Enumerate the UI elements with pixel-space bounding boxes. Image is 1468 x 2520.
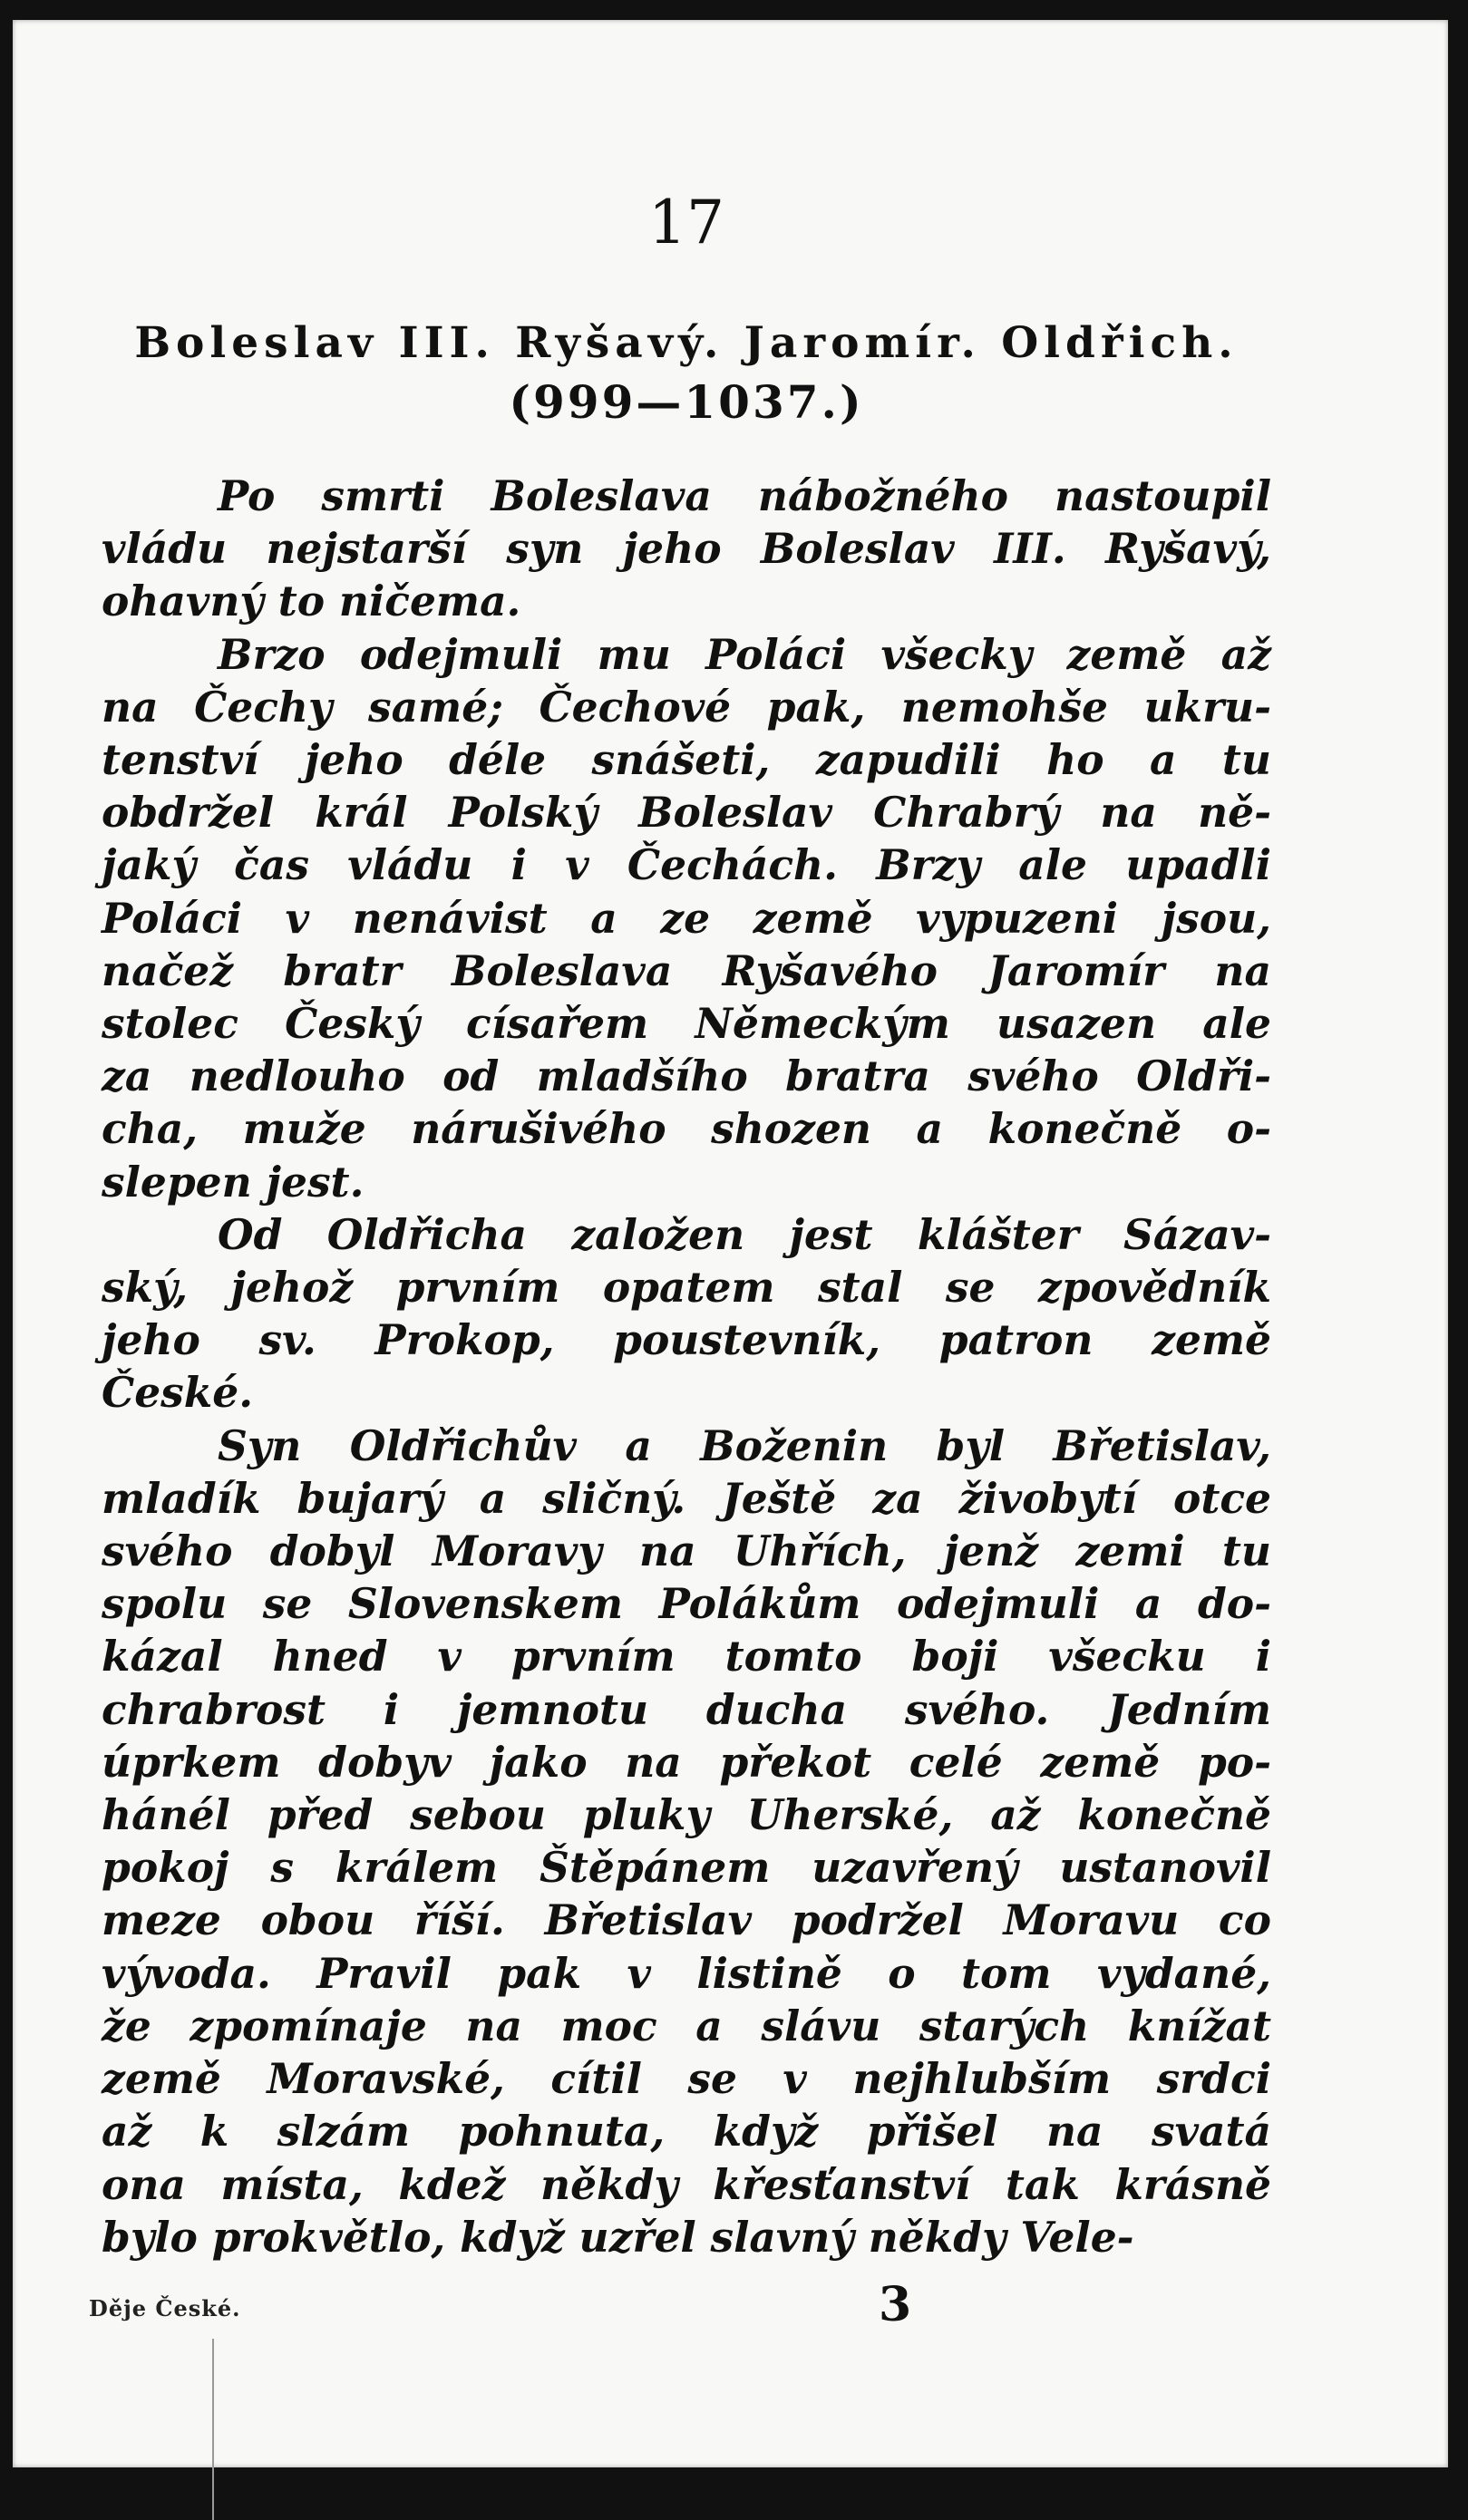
text-line: načež bratr Boleslava Ryšavého Jaromír na	[102, 945, 1271, 995]
text-line: až k slzám pohnuta, když přišel na svatá	[102, 2107, 1271, 2157]
text-line: Po smrti Boleslava nábožného nastoupil	[218, 471, 1271, 520]
text-line: ona místa, kdež někdy křesťanství tak krásně	[102, 2159, 1271, 2209]
text-line: Poláci v nenávist a ze země vypuzeni jsou,	[102, 893, 1271, 943]
text-line: že zpomínaje na moc a slávu starých knížat	[102, 2001, 1271, 2050]
text-line: Brzo odejmuli mu Poláci všecky země až	[218, 629, 1271, 679]
paragraph	[102, 1420, 1271, 2263]
text-line: ohavný to ničema.	[102, 577, 521, 626]
text-line: vývoda. Pravil pak v listině o tom vydané,	[102, 1948, 1271, 1998]
text-line: Syn Oldřichův a Boženin byl Břetislav,	[218, 1420, 1271, 1470]
binding-line	[212, 2339, 214, 2520]
text-line: úprkem dobyv jako na překot celé země po-	[102, 1737, 1271, 1787]
text-line: České.	[102, 1368, 254, 1418]
text-line: vládu nejstarší syn jeho Boleslav III. Ryšavý,	[102, 524, 1271, 574]
chapter-years: (999—1037.)	[509, 375, 864, 429]
text-line: pokoj s králem Štěpánem uzavřený ustanovil	[102, 1843, 1271, 1893]
scan-top-border	[0, 0, 1468, 20]
paragraph	[102, 470, 1271, 628]
text-line: jaký čas vládu i v Čechách. Brzy ale upadli	[102, 840, 1271, 890]
text-line: země Moravské, cítil se v nejhlubším srdci	[102, 2054, 1271, 2104]
text-line: jeho sv. Prokop, poustevník, patron země	[102, 1315, 1271, 1365]
paragraph	[102, 628, 1271, 1208]
chapter-title: Boleslav III. Ryšavý. Jaromír. Oldřich.	[134, 318, 1239, 368]
text-line: bylo prokvětlo, když uzřel slavný někdy Vele-	[102, 2212, 1134, 2262]
text-line: na Čechy samé; Čechové pak, nemohše ukru-	[102, 682, 1271, 732]
text-line: ský, jehož prvním opatem stal se zpovědník	[102, 1263, 1271, 1313]
text-line: spolu se Slovenskem Polákům odejmuli a do-	[102, 1579, 1271, 1629]
text-line: slepen jest.	[102, 1157, 365, 1207]
paragraph	[102, 1208, 1271, 1420]
text-line: stolec Český císařem Německým usazen ale	[102, 999, 1271, 1049]
text-line: kázal hned v prvním tomto boji všecku i	[102, 1632, 1271, 1682]
footer-signature-mark: 3	[879, 2277, 912, 2332]
page-number: 17	[648, 188, 724, 257]
text-line: chrabrost i jemnotu ducha svého. Jedním	[102, 1684, 1271, 1734]
text-line: svého dobyl Moravy na Uhřích, jenž zemi tu	[102, 1527, 1271, 1576]
footer-book-title: Děje České.	[89, 2295, 241, 2321]
text-line: Od Oldřicha založen jest klášter Sázav-	[218, 1209, 1271, 1259]
text-line: hánél před sebou pluky Uherské, až konečně	[102, 1790, 1271, 1840]
text-line: obdržel král Polský Boleslav Chrabrý na ně-	[102, 788, 1271, 838]
text-line: meze obou říší. Břetislav podržel Moravu co	[102, 1895, 1271, 1945]
book-page	[13, 20, 1448, 2467]
text-line: za nedlouho od mladšího bratra svého Oldři-	[102, 1052, 1271, 1101]
text-line: cha, muže nárušivého shozen a konečně o-	[102, 1104, 1271, 1154]
text-line: mladík bujarý a sličný. Ještě za živobytí otce	[102, 1473, 1271, 1523]
body-text	[102, 470, 1271, 2263]
text-line: tenství jeho déle snášeti, zapudili ho a tu	[102, 735, 1271, 785]
